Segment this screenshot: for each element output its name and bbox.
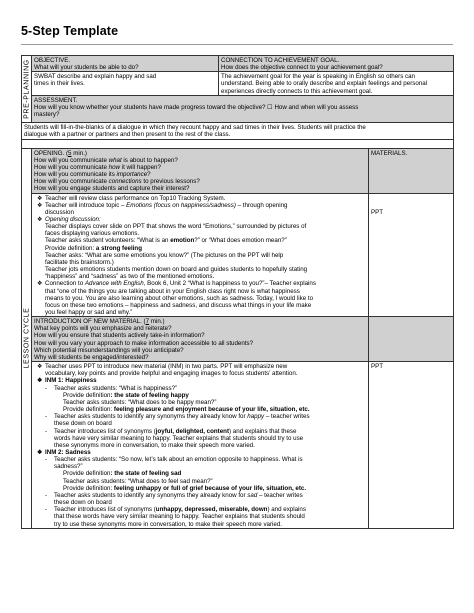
connection-question: How does the objective connect to your achievement goal? <box>221 64 383 72</box>
dash-icon: - <box>45 413 48 421</box>
section-gap <box>22 139 454 148</box>
objective-answer-line: times in their lives. <box>34 80 85 88</box>
inm2-heading: ❖ INM 2: Sadness <box>37 448 91 456</box>
bullet-diamond-icon: ❖ <box>37 363 43 371</box>
opening-bullet: ❖ Teacher will review class performance on Top10 Tracking System. <box>37 194 226 202</box>
inm1-item: - Teacher introduces list of synonyms (joyful, delighted, content) and explains that these <box>45 427 297 435</box>
new-material-lead-line: vocabulary, key points and provide helpful and engaging images to focus students’ attention. <box>45 370 298 378</box>
opening-bullet: ❖ Teacher will introduce topic – Emotions (focus on happiness/sadness) – through opening <box>37 201 288 209</box>
opening-question: How will you communicate connections to previous lessons? <box>34 178 200 186</box>
objective-heading: OBJECTIVE. <box>34 57 71 64</box>
new-material-question: Which potential misunderstandings will you anticipate? <box>34 346 184 354</box>
new-material-materials-header <box>369 317 454 362</box>
connection-answer-line: understand. Being able to orally describe and explain feelings and personal <box>221 80 428 88</box>
title-rule <box>21 44 453 45</box>
inm2-question: Teacher asks students: “What does to feel sad mean?” <box>63 477 213 485</box>
inm1-item: - Teacher asks students to identify any synonyms they already know for happy – teacher writes <box>45 413 310 421</box>
opening-connection-line: that “one of the things you are talking about in your English class right now is what happiness <box>45 287 300 295</box>
opening-heading: OPENING. (5 min.) <box>34 149 87 157</box>
opening-bullet: ❖ Connection to Advance with English, Book 6, Unit 2 “What is happiness to you?”– Teacher explains <box>37 280 316 288</box>
new-material-min-suffix: min.) <box>150 318 165 326</box>
assessment-heading: ASSESSMENT. <box>34 96 78 104</box>
new-material-content-row <box>22 362 454 529</box>
opening-discussion-line: “happiness” and “sadness” as two of the mentioned emotions. <box>45 273 215 281</box>
inm2-definition: Provide definition: the state of feeling sad <box>63 470 182 478</box>
dash-icon: - <box>45 427 48 435</box>
opening-discussion-line: Teacher displays cover slide on PPT that shows the word “Emotions,” surrounded by pictures of <box>45 223 307 231</box>
inm1-item: - Teacher asks students: “What is happiness?” <box>45 384 178 392</box>
new-material-question: How will you vary your approach to make information accessible to all students? <box>34 339 254 347</box>
inm2-definition: Provide definition: feeling unhappy or full of grief because of your life, situation, etc. <box>63 484 307 492</box>
inm1-definition: Provide definition: feeling pleasure and enjoyment because of your life, situation, etc. <box>63 406 310 414</box>
inm2-item-cont: that these words have very similar meaning to happy. Teacher explains that students should <box>54 513 305 521</box>
lesson-cycle-side <box>22 148 32 528</box>
inm2-item-cont: sadness?” <box>54 463 83 471</box>
objective-answer-row <box>22 72 454 95</box>
lesson-template-table <box>21 55 454 529</box>
connection-answer-line: experiences directly connects to this achievement goal. <box>221 87 373 95</box>
dash-icon: - <box>45 506 48 514</box>
opening-discussion-line: Provide definition: a strong feeling <box>45 244 142 252</box>
opening-question: How will you engage students and capture their interest? <box>34 185 190 193</box>
assessment-question-line: mastery? <box>34 111 60 119</box>
bullet-diamond-icon: ❖ <box>37 215 43 223</box>
inm1-heading: ❖ INM 1: Happiness <box>37 377 97 385</box>
connection-header-cell <box>219 56 454 72</box>
opening-discussion-line: Teacher jots emotions students mention down on board and guides students to hopefully stating <box>45 266 308 274</box>
inm2-item: - Teacher asks students: “So now, let’s talk about an emotion opposite to happiness. What is <box>45 456 303 464</box>
opening-question: How will you communicate what is about to happen? <box>34 156 178 164</box>
opening-question: How will you communicate how it will happen? <box>34 163 161 171</box>
assessment-header-cell <box>32 95 454 122</box>
inm1-definition: Provide definition: the state of feeling happy <box>63 391 189 399</box>
opening-discussion-line: faces displaying various emotions. <box>45 230 140 238</box>
objective-question: What will your students be able to do? <box>34 64 139 72</box>
opening-question: How will you communicate its importance? <box>34 171 151 179</box>
opening-minutes: 5 <box>68 149 72 157</box>
opening-material: PPT <box>371 208 384 216</box>
new-material-question: What key points will you emphasize and reiterate? <box>34 325 172 333</box>
new-material-label: INTRODUCTION OF NEW MATERIAL. <box>34 318 142 326</box>
lesson-cycle-label: LESSON CYCLE <box>22 307 30 369</box>
opening-bullet-cont: discussion <box>45 208 74 216</box>
opening-connection-line: focus on these two emotions – happiness and sadness, and discuss what things in your life make <box>45 301 312 309</box>
objective-answer-line: SWBAT describe and explain happy and sad <box>34 73 157 81</box>
opening-min-suffix: min.) <box>73 149 87 157</box>
opening-discussion-line: facilitate this brainstorm.) <box>45 258 114 266</box>
new-material-heading: INTRODUCTION OF NEW MATERIAL. (7 min.) <box>34 318 165 326</box>
pre-planning-label: PRE-PLANNING <box>22 59 30 119</box>
new-material-header-cell <box>32 317 369 362</box>
materials-heading: MATERIALS. <box>371 149 408 157</box>
objective-header-cell <box>32 56 219 72</box>
new-material-bullet: ❖ Teacher uses PPT to introduce new material (INM) in two parts. PPT will emphasize new <box>37 363 288 371</box>
new-material-header-row <box>22 317 454 362</box>
opening-bullet: ❖ Opening discussion: <box>37 215 101 223</box>
inm1-item-cont: these synonyms more in conversation, to make their speech more varied. <box>54 441 255 449</box>
inm2-item-cont: try to use these synonyms more in conversation, to make their speech more varied. <box>54 520 283 528</box>
opening-content-cell <box>32 193 369 317</box>
inm2-item: - Teacher asks students to identify any synonyms they already know for sad – teacher writes <box>45 491 303 499</box>
inm1-item-cont: these down on board <box>54 420 112 428</box>
page-title: 5-Step Template <box>21 24 119 38</box>
new-material-content-cell <box>32 362 369 529</box>
assessment-answer-line: dialogue with a partner or partners and then present to the rest of the class. <box>24 131 231 139</box>
objective-answer-cell <box>32 72 219 95</box>
new-material-material: PPT <box>371 363 384 371</box>
opening-discussion-line: Teacher asks: “What are some emotions you know?” (The pictures on the PPT will help <box>45 251 284 259</box>
new-material-question: Why will students be engaged/interested? <box>34 353 149 361</box>
opening-materials-cell <box>369 193 454 317</box>
new-material-minutes: 7 <box>145 318 150 326</box>
inm2-item-cont: these down on board <box>54 499 112 507</box>
assessment-answer-row <box>22 123 454 139</box>
pre-planning-side <box>22 56 32 123</box>
opening-label: OPENING. <box>34 149 65 157</box>
bullet-diamond-icon: ❖ <box>37 194 43 202</box>
inm1-item-cont: words have very similar meaning to happy. Teacher explains that students should try to use <box>54 434 304 442</box>
opening-content-row <box>22 193 454 317</box>
new-material-question: How will you ensure that students actively take-in information? <box>34 332 205 340</box>
opening-header-row <box>22 148 454 193</box>
assessment-header-row <box>22 95 454 122</box>
bullet-diamond-icon: ❖ <box>37 201 43 209</box>
opening-header-cell <box>32 148 369 193</box>
opening-discussion-line: Teacher asks student volunteers: “What is an emotion?” or “What does emotion mean?” <box>45 237 287 245</box>
objective-header-row <box>22 56 454 72</box>
connection-heading: CONNECTION TO ACHIEVEMENT GOAL. <box>221 57 340 64</box>
materials-header-cell <box>369 148 454 193</box>
dash-icon: - <box>45 491 48 499</box>
inm1-question: Teacher asks students: “What does to be happy mean?” <box>63 398 217 406</box>
dash-icon: - <box>45 384 48 392</box>
opening-connection-line: means to you. You are also learning about other emotions, such as sadness. Today, I would like to <box>45 294 314 302</box>
connection-answer-cell <box>219 72 454 95</box>
inm2-item: - Teacher introduces list of synonyms (unhappy, depressed, miserable, down) and explains <box>45 506 306 514</box>
assessment-answer-line: Students will fill-in-the-blanks of a dialogue in which they recount happy and sad times in their lives. Students will practice the <box>24 124 366 132</box>
opening-connection-line: you feel happy or sad and why.” <box>45 309 133 316</box>
bullet-diamond-icon: ❖ <box>37 377 43 385</box>
dash-icon: - <box>45 456 48 464</box>
assessment-question-line: How will you know whether your students have made progress toward the objective? ☐ How and when will you assess <box>34 103 359 111</box>
new-material-materials-cell <box>369 362 454 529</box>
connection-answer-line: The achievement goal for the year is speaking in English so others can <box>221 73 415 81</box>
bullet-diamond-icon: ❖ <box>37 280 43 288</box>
assessment-answer-cell <box>22 123 454 139</box>
section-gap-row <box>22 139 454 148</box>
bullet-diamond-icon: ❖ <box>37 448 43 456</box>
